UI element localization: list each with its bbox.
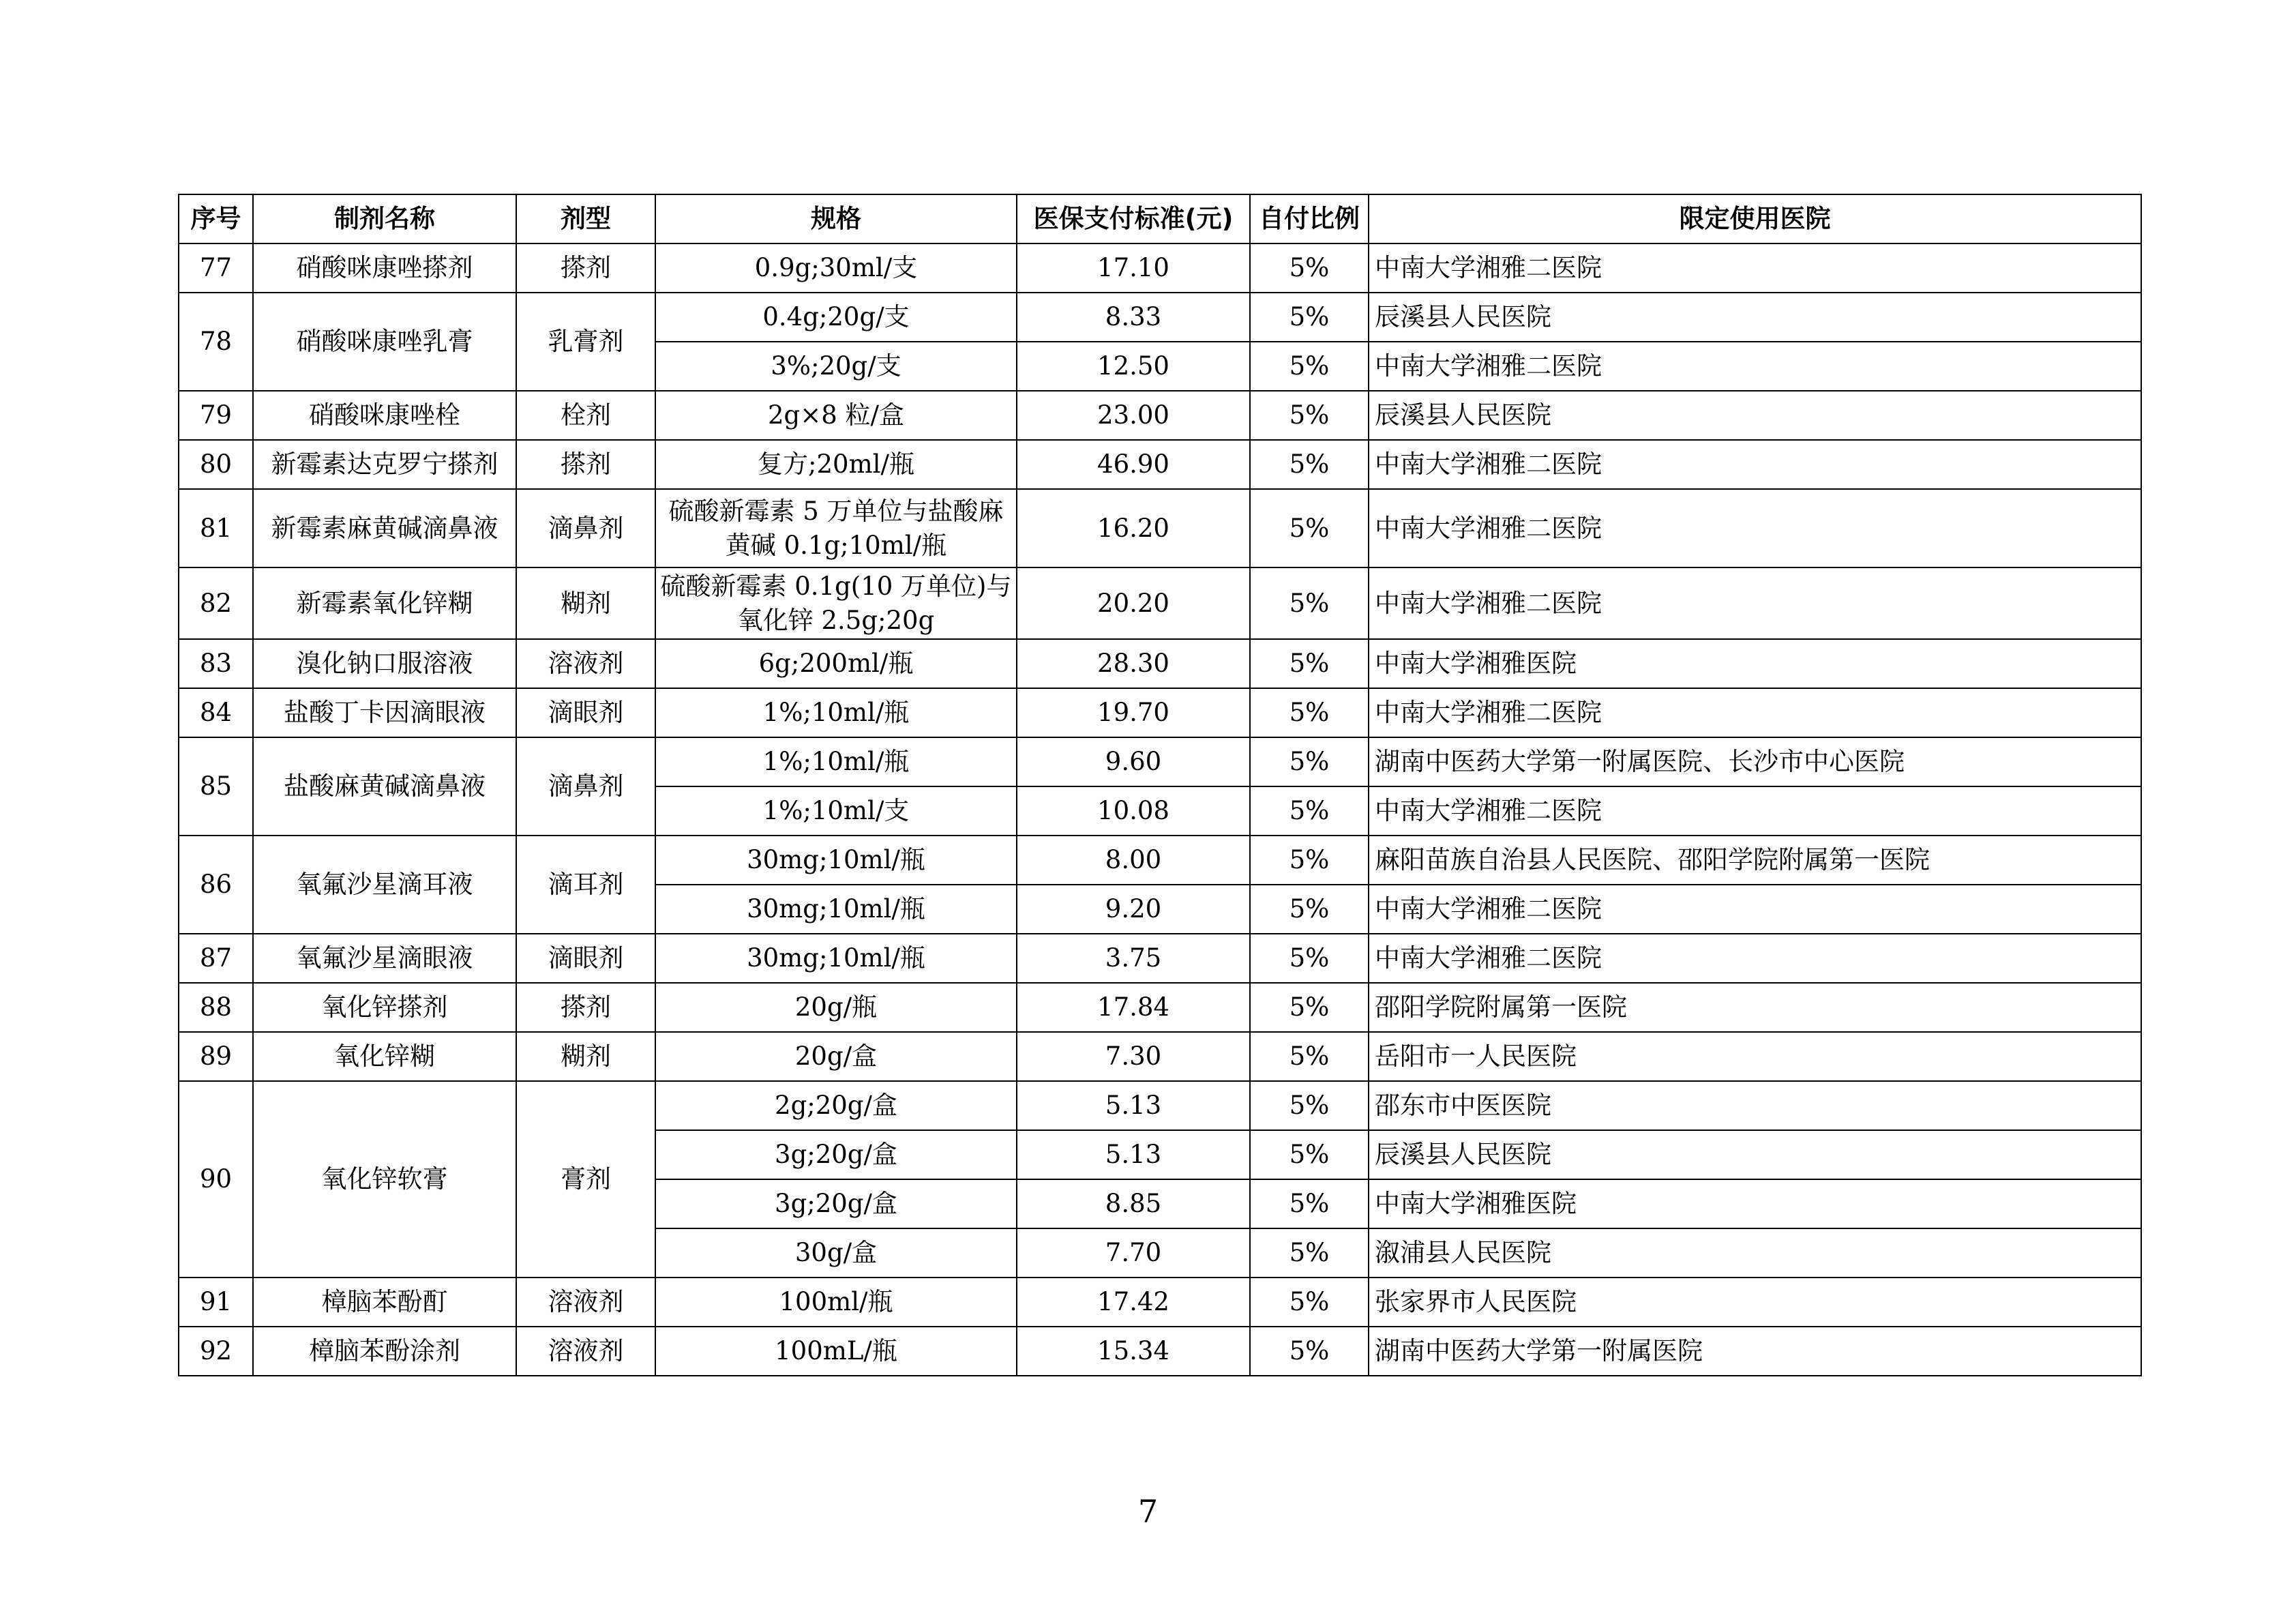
header-hospital: 限定使用医院 — [1369, 194, 2141, 243]
row-no: 83 — [179, 639, 253, 688]
row-form: 栓剂 — [516, 391, 655, 440]
row-spec: 30g/盒 — [655, 1228, 1017, 1278]
row-ratio: 5% — [1250, 639, 1369, 688]
row-spec: 100ml/瓶 — [655, 1278, 1017, 1327]
row-ratio: 5% — [1250, 391, 1369, 440]
row-hospital: 中南大学湘雅二医院 — [1369, 243, 2141, 293]
table-row — [179, 440, 2141, 489]
table-row — [179, 567, 2141, 639]
row-form: 搽剂 — [516, 243, 655, 293]
row-hospital: 湖南中医药大学第一附属医院、长沙市中心医院 — [1369, 737, 2141, 786]
row-price: 8.00 — [1017, 836, 1250, 885]
row-name: 氧氟沙星滴眼液 — [253, 934, 516, 983]
row-ratio: 5% — [1250, 293, 1369, 342]
table-row — [179, 983, 2141, 1032]
row-spec: 100mL/瓶 — [655, 1327, 1017, 1376]
table-row — [179, 489, 2141, 567]
row-spec: 0.9g;30ml/支 — [655, 243, 1017, 293]
row-spec: 1%;10ml/支 — [655, 786, 1017, 836]
row-name: 氧化锌软膏 — [253, 1081, 516, 1278]
row-price: 9.20 — [1017, 885, 1250, 934]
row-no: 82 — [179, 567, 253, 639]
row-no: 79 — [179, 391, 253, 440]
row-name: 新霉素达克罗宁搽剂 — [253, 440, 516, 489]
row-ratio: 5% — [1250, 1327, 1369, 1376]
row-price: 19.70 — [1017, 688, 1250, 737]
row-price: 10.08 — [1017, 786, 1250, 836]
row-spec: 20g/瓶 — [655, 983, 1017, 1032]
row-price: 16.20 — [1017, 489, 1250, 567]
row-name: 盐酸麻黄碱滴鼻液 — [253, 737, 516, 836]
row-form: 滴眼剂 — [516, 934, 655, 983]
table-row — [179, 1327, 2141, 1376]
row-hospital: 辰溪县人民医院 — [1369, 1130, 2141, 1179]
row-price: 7.70 — [1017, 1228, 1250, 1278]
row-form: 乳膏剂 — [516, 293, 655, 391]
row-hospital: 辰溪县人民医院 — [1369, 391, 2141, 440]
row-price: 3.75 — [1017, 934, 1250, 983]
row-no: 78 — [179, 293, 253, 391]
row-hospital: 中南大学湘雅二医院 — [1369, 885, 2141, 934]
row-price: 17.84 — [1017, 983, 1250, 1032]
row-form: 溶液剂 — [516, 639, 655, 688]
header-form: 剂型 — [516, 194, 655, 243]
row-no: 80 — [179, 440, 253, 489]
row-spec: 2g;20g/盒 — [655, 1081, 1017, 1130]
row-ratio: 5% — [1250, 1081, 1369, 1130]
header-ratio: 自付比例 — [1250, 194, 1369, 243]
row-ratio: 5% — [1250, 489, 1369, 567]
row-form: 滴鼻剂 — [516, 489, 655, 567]
row-hospital: 湖南中医药大学第一附属医院 — [1369, 1327, 2141, 1376]
row-name: 氧化锌搽剂 — [253, 983, 516, 1032]
row-hospital: 岳阳市一人民医院 — [1369, 1032, 2141, 1081]
row-ratio: 5% — [1250, 567, 1369, 639]
row-name: 新霉素麻黄碱滴鼻液 — [253, 489, 516, 567]
table-row — [179, 688, 2141, 737]
row-ratio: 5% — [1250, 440, 1369, 489]
row-form: 膏剂 — [516, 1081, 655, 1278]
row-name: 硝酸咪康唑搽剂 — [253, 243, 516, 293]
row-ratio: 5% — [1250, 885, 1369, 934]
row-hospital: 中南大学湘雅二医院 — [1369, 688, 2141, 737]
formulary-table — [178, 194, 2142, 1376]
row-spec: 0.4g;20g/支 — [655, 293, 1017, 342]
row-name: 氧化锌糊 — [253, 1032, 516, 1081]
row-spec: 1%;10ml/瓶 — [655, 737, 1017, 786]
row-hospital: 中南大学湘雅二医院 — [1369, 440, 2141, 489]
row-hospital: 中南大学湘雅二医院 — [1369, 934, 2141, 983]
row-spec: 30mg;10ml/瓶 — [655, 836, 1017, 885]
row-form: 滴鼻剂 — [516, 737, 655, 836]
row-form: 糊剂 — [516, 567, 655, 639]
row-form: 糊剂 — [516, 1032, 655, 1081]
header-spec: 规格 — [655, 194, 1017, 243]
row-spec: 3%;20g/支 — [655, 342, 1017, 391]
row-hospital: 麻阳苗族自治县人民医院、邵阳学院附属第一医院 — [1369, 836, 2141, 885]
table-row — [179, 836, 2141, 885]
row-price: 20.20 — [1017, 567, 1250, 639]
row-spec: 1%;10ml/瓶 — [655, 688, 1017, 737]
row-price: 7.30 — [1017, 1032, 1250, 1081]
row-ratio: 5% — [1250, 342, 1369, 391]
table-row — [179, 639, 2141, 688]
row-no: 87 — [179, 934, 253, 983]
row-name: 盐酸丁卡因滴眼液 — [253, 688, 516, 737]
row-ratio: 5% — [1250, 1228, 1369, 1278]
row-ratio: 5% — [1250, 1032, 1369, 1081]
row-hospital: 中南大学湘雅二医院 — [1369, 489, 2141, 567]
table-row — [179, 1081, 2141, 1130]
row-spec: 复方;20ml/瓶 — [655, 440, 1017, 489]
header-price: 医保支付标准(元) — [1017, 194, 1250, 243]
row-price: 15.34 — [1017, 1327, 1250, 1376]
row-hospital: 邵东市中医医院 — [1369, 1081, 2141, 1130]
row-form: 搽剂 — [516, 983, 655, 1032]
row-no: 91 — [179, 1278, 253, 1327]
row-spec: 3g;20g/盒 — [655, 1130, 1017, 1179]
row-ratio: 5% — [1250, 243, 1369, 293]
row-hospital: 辰溪县人民医院 — [1369, 293, 2141, 342]
row-no: 92 — [179, 1327, 253, 1376]
row-hospital: 中南大学湘雅二医院 — [1369, 567, 2141, 639]
row-spec: 30mg;10ml/瓶 — [655, 934, 1017, 983]
table-row — [179, 737, 2141, 786]
table-row — [179, 934, 2141, 983]
row-ratio: 5% — [1250, 836, 1369, 885]
table-row — [179, 391, 2141, 440]
row-name: 硝酸咪康唑乳膏 — [253, 293, 516, 391]
row-no: 90 — [179, 1081, 253, 1278]
row-name: 新霉素氧化锌糊 — [253, 567, 516, 639]
row-no: 88 — [179, 983, 253, 1032]
page-number: 7 — [1137, 1493, 1159, 1530]
row-price: 8.33 — [1017, 293, 1250, 342]
row-spec: 20g/盒 — [655, 1032, 1017, 1081]
row-price: 5.13 — [1017, 1081, 1250, 1130]
row-spec: 3g;20g/盒 — [655, 1179, 1017, 1228]
row-price: 12.50 — [1017, 342, 1250, 391]
row-hospital: 中南大学湘雅二医院 — [1369, 342, 2141, 391]
row-ratio: 5% — [1250, 688, 1369, 737]
row-hospital: 邵阳学院附属第一医院 — [1369, 983, 2141, 1032]
row-price: 9.60 — [1017, 737, 1250, 786]
header-name: 制剂名称 — [253, 194, 516, 243]
row-spec: 硫酸新霉素 5 万单位与盐酸麻黄碱 0.1g;10ml/瓶 — [655, 489, 1017, 567]
row-hospital: 张家界市人民医院 — [1369, 1278, 2141, 1327]
row-no: 85 — [179, 737, 253, 836]
row-name: 樟脑苯酚涂剂 — [253, 1327, 516, 1376]
row-name: 氧氟沙星滴耳液 — [253, 836, 516, 934]
row-spec: 6g;200ml/瓶 — [655, 639, 1017, 688]
row-price: 17.10 — [1017, 243, 1250, 293]
row-spec: 2g×8 粒/盒 — [655, 391, 1017, 440]
row-no: 89 — [179, 1032, 253, 1081]
table-row — [179, 1278, 2141, 1327]
row-price: 23.00 — [1017, 391, 1250, 440]
row-no: 84 — [179, 688, 253, 737]
header-no: 序号 — [179, 194, 253, 243]
row-ratio: 5% — [1250, 786, 1369, 836]
row-ratio: 5% — [1250, 983, 1369, 1032]
row-form: 溶液剂 — [516, 1327, 655, 1376]
row-hospital: 溆浦县人民医院 — [1369, 1228, 2141, 1278]
row-no: 81 — [179, 489, 253, 567]
row-name: 硝酸咪康唑栓 — [253, 391, 516, 440]
row-hospital: 中南大学湘雅医院 — [1369, 639, 2141, 688]
row-form: 搽剂 — [516, 440, 655, 489]
table-row — [179, 1032, 2141, 1081]
row-price: 17.42 — [1017, 1278, 1250, 1327]
row-form: 滴眼剂 — [516, 688, 655, 737]
row-ratio: 5% — [1250, 1278, 1369, 1327]
row-price: 8.85 — [1017, 1179, 1250, 1228]
row-form: 溶液剂 — [516, 1278, 655, 1327]
row-ratio: 5% — [1250, 1130, 1369, 1179]
header-row — [179, 194, 2141, 243]
table-row — [179, 293, 2141, 342]
row-name: 樟脑苯酚酊 — [253, 1278, 516, 1327]
row-no: 77 — [179, 243, 253, 293]
row-price: 28.30 — [1017, 639, 1250, 688]
row-ratio: 5% — [1250, 737, 1369, 786]
row-price: 46.90 — [1017, 440, 1250, 489]
row-name: 溴化钠口服溶液 — [253, 639, 516, 688]
row-form: 滴耳剂 — [516, 836, 655, 934]
row-spec: 30mg;10ml/瓶 — [655, 885, 1017, 934]
row-ratio: 5% — [1250, 934, 1369, 983]
row-price: 5.13 — [1017, 1130, 1250, 1179]
row-hospital: 中南大学湘雅二医院 — [1369, 786, 2141, 836]
row-hospital: 中南大学湘雅医院 — [1369, 1179, 2141, 1228]
table-row — [179, 243, 2141, 293]
row-ratio: 5% — [1250, 1179, 1369, 1228]
row-spec: 硫酸新霉素 0.1g(10 万单位)与氧化锌 2.5g;20g — [655, 567, 1017, 639]
row-no: 86 — [179, 836, 253, 934]
